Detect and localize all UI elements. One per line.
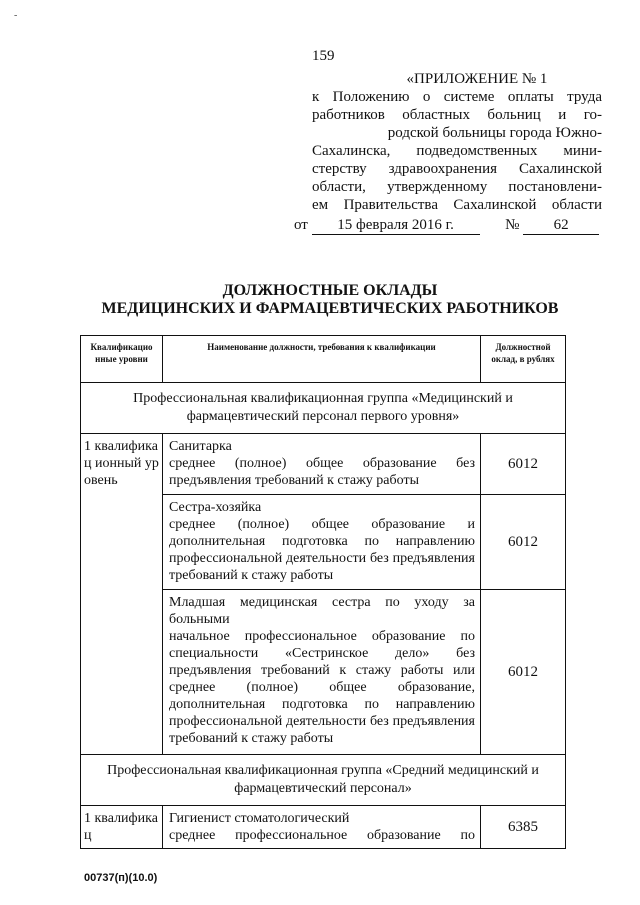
decree-date: 15 февраля 2016 г. [312,216,480,235]
appendix-line: ем Правительства Сахалинской области [312,197,602,213]
qualification-level: 1 квалификац [81,806,163,849]
position-name: Санитарка [169,439,232,454]
footer-code: 00737(п)(10.0) [84,872,158,884]
salary-value: 6012 [481,590,566,755]
position-cell [163,434,481,495]
header-levels: Квалификацио нные уровни [81,336,163,383]
position-requirements: среднее профессиональное образование по [169,828,475,843]
date-row [294,216,602,235]
table-row [81,434,566,495]
decree-number: 62 [523,216,599,235]
salary-table [80,335,566,849]
group-row [81,755,566,806]
position-requirements: среднее (полное) общее образование и дополнительная подготовка по направлению профессиональной деятельности без предъявления требований к стажу работы [169,517,475,583]
appendix-line: области, утвержденному постановлени- [312,179,602,195]
header-salary: Должностной оклад, в рублях [481,336,566,383]
qualification-level: 1 квалификац ионный уровень [81,434,163,755]
appendix-block [294,70,602,235]
salary-value: 6012 [481,434,566,495]
group-row [81,383,566,434]
appendix-title: «ПРИЛОЖЕНИЕ № 1 [406,71,548,87]
scan-mark: - [14,10,18,21]
header-position: Наименование должности, требования к квалификации [163,336,481,383]
position-cell [163,495,481,590]
salary-value: 6385 [481,806,566,849]
appendix-line: работников областных больниц и го- [312,107,602,123]
position-requirements: начальное профессиональное образование по специальности «Сестринское дело» без предъявления требований к стажу работы или среднее (полное) общее образование, дополнительная подготовка по направлению профессиональной деятельности без предъявления требований к стажу работы [169,629,475,746]
appendix-line: к Положению о системе оплаты труда [312,89,602,105]
from-label: от [294,217,308,233]
appendix-line: Сахалинска, подведомственных мини- [312,143,602,159]
position-name: Гигиенист стоматологический [169,811,350,826]
number-label: № [505,217,520,233]
position-requirements: среднее (полное) общее образование без предъявления требований к стажу работы [169,456,475,488]
salary-value: 6012 [481,495,566,590]
appendix-line: стерству здравоохранения Сахалинской [312,161,602,177]
title-line-1: ДОЛЖНОСТНЫЕ ОКЛАДЫ [222,282,438,299]
group-title: Профессиональная квалификационная группа «Средний медицинский и фармацевтический персонал» [81,755,566,806]
position-name: Сестра-хозяйка [169,500,262,515]
title-line-2: МЕДИЦИНСКИХ И ФАРМАЦЕВТИЧЕСКИХ РАБОТНИКОВ [101,300,559,317]
position-cell [163,806,481,849]
position-cell [163,590,481,755]
position-name: Младшая медицинская сестра по уходу за больными [169,595,475,627]
group-title: Профессиональная квалификационная группа «Медицинский и фармацевтический персонал первого уровня» [81,383,566,434]
appendix-line: родской больницы города Южно- [387,125,602,141]
document-title [100,282,560,318]
page-number: 159 [312,48,335,64]
table-row [81,806,566,849]
table-header-row [81,336,566,383]
